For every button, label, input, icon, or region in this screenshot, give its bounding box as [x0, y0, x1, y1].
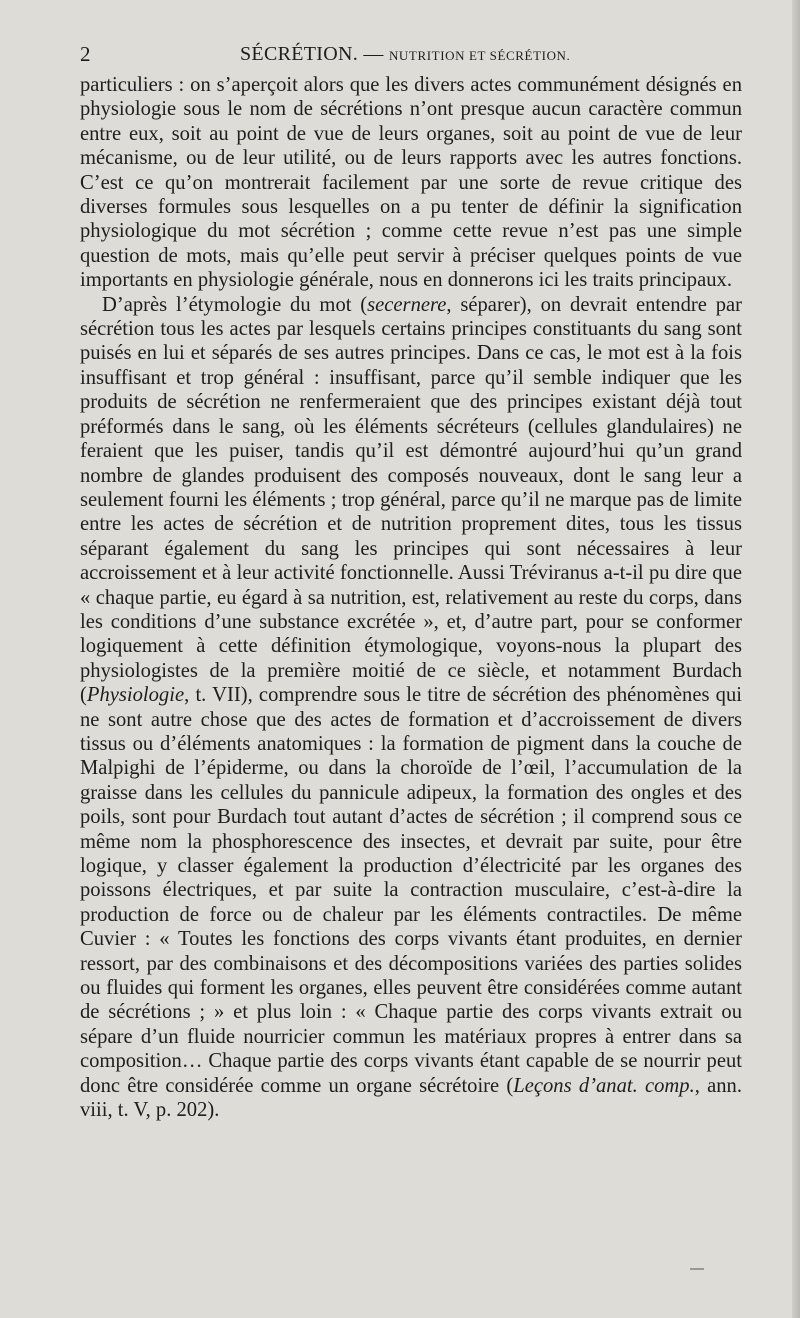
paragraph-continuation: particuliers : on s’aperçoit alors que les divers actes communément désignés en physiologie sous le nom de sécrétions n’ont presque aucun caractère commun entre eux, soit au point de vue de leurs organes, soit au point de vue de leur mécanisme, ou de leur utilité, ou de leurs rapports avec les autres fonctions. C’est ce qu’on montrerait facilement par une sorte de revue critique des diverses formules sous lesquelles on a pu tenter de définir la signification physiologique du mot sécrétion ; comme cette revue n’est pas une simple question de mots, mais qu’elle peut servir à préciser quelques points de vue importants en physiologie générale, nous en donnerons ici les traits principaux. — [80, 74, 742, 292]
print-mark — [690, 1268, 704, 1270]
paragraph-etymology — [80, 293, 742, 1123]
running-title-main: SÉCRÉTION. — [240, 43, 358, 65]
running-title — [240, 40, 570, 70]
text-run: D’après l’étymologie du mot ( — [102, 293, 368, 316]
running-title-dash: — — [363, 43, 384, 65]
italic-term-secernere: secernere — [367, 293, 447, 316]
text-run: , ann. viii, t. V, p. 202). — [80, 1074, 743, 1122]
italic-title-physiologie: Physiologie — [86, 684, 185, 707]
running-header — [80, 40, 742, 68]
text-run: , t. VII), comprendre sous le titre de sécrétion des phénomènes qui ne sont autre chose que des actes de formation et d’accroissement de divers tissus ou d’éléments anatomiques : la formation de pigment dans la couche de Malpighi de l’épiderme, ou dans la choroïde de l’œil, l’accumulation de la graisse dans les cellules du pannicule adipeux, la formation des ongles et des poils, sont pour Burdach tout autant d’actes de sécrétion ; il comprend sous ce même nom la phosphorescence des insectes, et devrait par suite, pour être logique, y classer également la production d’électricité par les organes des poissons électriques, et par suite la contraction musculaire, c’est-à-dire la production de force ou de chaleur par les éléments contractiles. De même Cuvier : « Toutes les fonctions des corps vivants étant produites, en dernier ressort, par des combinaisons et des décompositions variées des parties solides ou fluides qui forment les organes, elles peuvent être considérées comme autant de sécrétions ; » et plus loin : « Chaque partie des corps vivants extrait ou sépare d’un fluide nourricier commun les matériaux propres à entrer dans sa composition… Chaque partie des corps vivants étant capable de se nourrir peut donc être considérée comme un organe sécrétoire ( — [80, 684, 742, 1097]
page-binding-edge — [792, 0, 800, 1318]
italic-title-lecons: Leçons d’anat. comp. — [513, 1074, 695, 1097]
body-text — [80, 73, 742, 1122]
page-number: 2 — [80, 42, 91, 66]
text-run: , séparer), on devrait entendre par sécrétion tous les actes par lesquels certains principes constituants du sang sont puisés en lui et séparés de ses autres principes. Dans ce cas, le mot est à la fois insuffisant et trop général : insuffisant, parce qu’il semble indiquer que les produits de sécrétion ne renfermeraient que des principes existant déjà tout préformés dans le sang, où les éléments sécréteurs (cellules glandulaires) ne feraient que les puiser, tandis qu’il est démontré aujourd’hui qu’un grand nombre de glandes produisent des composés nouveaux, dont le sang leur a seulement fourni les éléments ; trop général, parce qu’il ne marque pas de limite entre les actes de sécrétion et de nutrition proprement dites, tous les tissus séparant également du sang les principes qui sont nécessaires à leur accroissement et à leur activité fonctionnelle. Aussi Tréviranus a-t-il pu dire que « chaque partie, eu égard à sa nutrition, est, relativement au reste du corps, dans les conditions d’une substance excrétée », et, d’autre part, pour se conformer logiquement à cette définition étymologique, voyons-nous la plupart des physiologistes de la première moitié de ce siècle, et notamment Burdach ( — [80, 293, 742, 707]
running-title-sub: NUTRITION ET SÉCRÉTION. — [388, 48, 571, 63]
